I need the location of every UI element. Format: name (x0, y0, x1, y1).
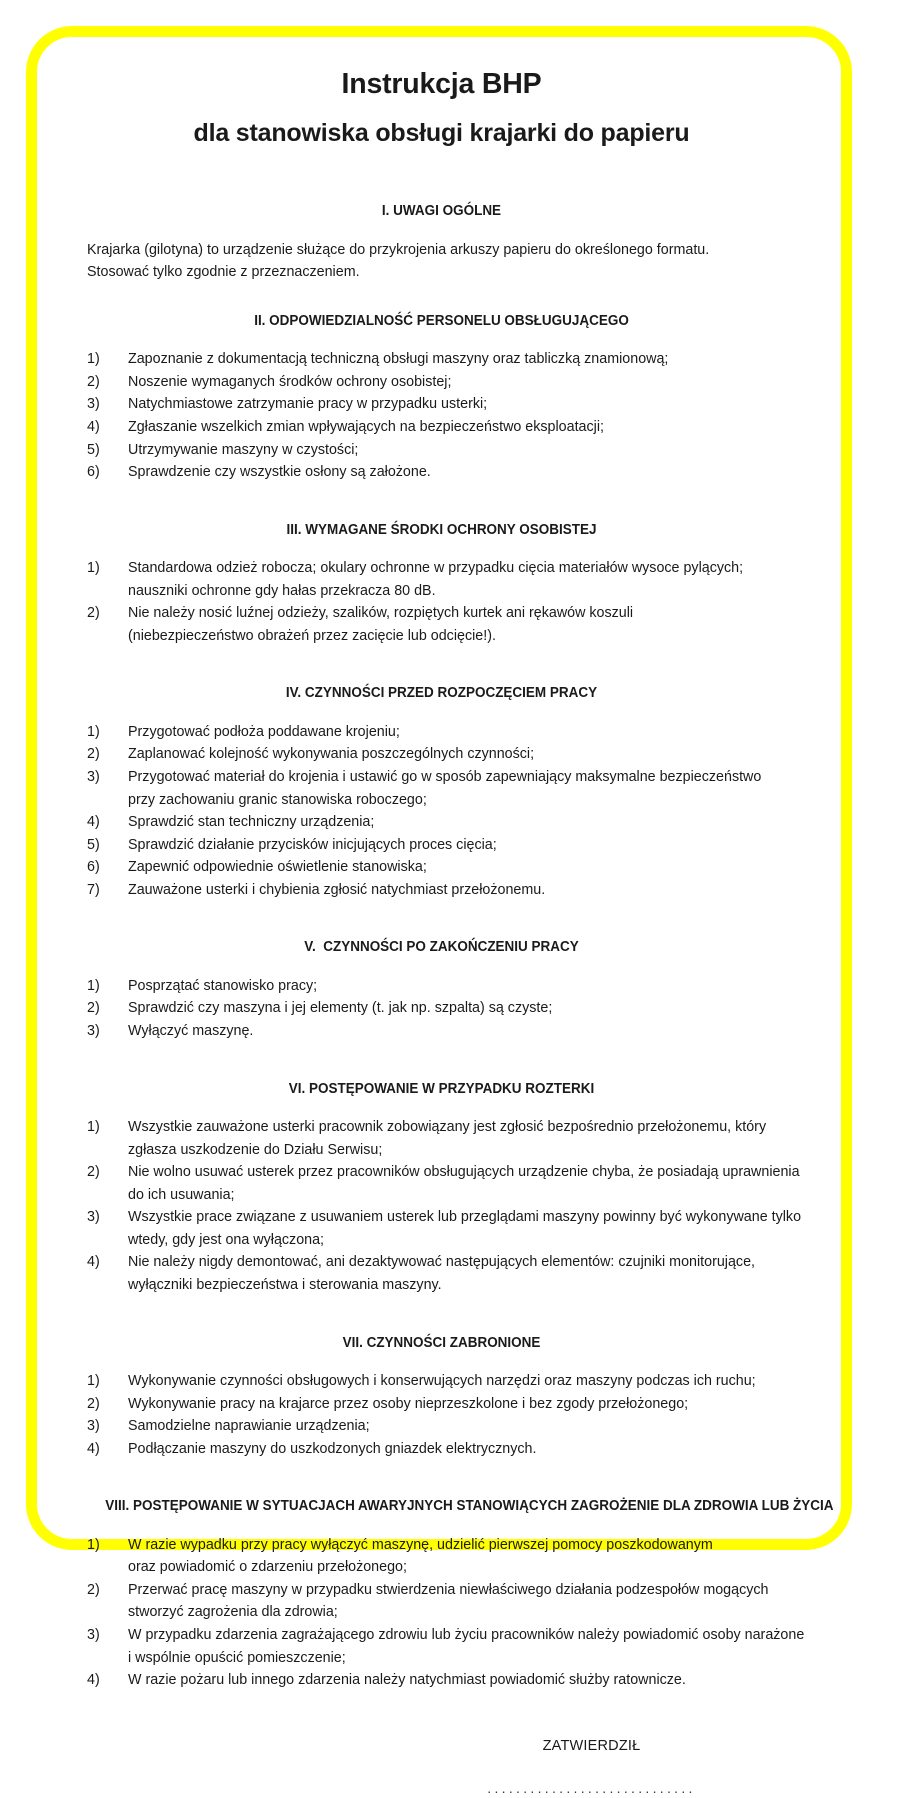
list-item-number: 1) (87, 351, 100, 368)
list-item-number: 5) (87, 441, 100, 458)
list-item-number: 2) (87, 746, 100, 763)
list-item-number: 3) (87, 768, 100, 785)
list-item (87, 766, 803, 811)
section-heading: IV. CZYNNOŚCI PRZED ROZPOCZĘCIEM PRACY (285, 685, 598, 702)
section-heading: VII. CZYNNOŚCI ZABRONIONE (342, 1334, 541, 1351)
list-item (87, 1534, 803, 1579)
list-item (87, 1415, 803, 1438)
list-item-text: stworzyć zagrożenia dla zdrowia; (128, 1604, 338, 1621)
list-item-text: (niebezpieczeństwo obrażeń przez zacięcie lub odcięcie!). (128, 627, 496, 644)
list-item-text: Zapewnić odpowiednie oświetlenie stanowiska; (128, 859, 427, 876)
list-item-number: 2) (87, 1395, 100, 1412)
section-postepowanie-rozterki (80, 1081, 803, 1297)
list-item-number: 2) (87, 1581, 100, 1598)
list-item-number: 2) (87, 1164, 100, 1181)
list-item-number: 4) (87, 814, 100, 831)
list-item (87, 557, 803, 602)
list-item-number: 1) (87, 560, 100, 577)
list-item (87, 348, 803, 371)
signature-line: ............................. (487, 1779, 696, 1796)
list-item-text: Natychmiastowe zatrzymanie pracy w przypadku usterki; (128, 396, 488, 413)
section-item-list (80, 1370, 803, 1460)
list-item-number: 1) (87, 723, 100, 740)
signature-inner (487, 1738, 696, 1796)
list-item-number: 4) (87, 1440, 100, 1457)
list-item-number: 4) (87, 1254, 100, 1271)
list-item-text: W przypadku zdarzenia zagrażającego zdrowiu lub życiu pracowników należy powiadomić osoby narażone (128, 1626, 805, 1643)
page-title: Instrukcja BHP (341, 68, 542, 100)
list-item-text: Podłączanie maszyny do uszkodzonych gniazdek elektrycznych. (128, 1440, 537, 1457)
list-item-text: Utrzymywanie maszyny w czystości; (128, 441, 359, 458)
list-item (87, 439, 803, 462)
section-heading: I. UWAGI OGÓLNE (381, 203, 502, 220)
list-item (87, 1669, 803, 1692)
list-item (87, 1020, 803, 1043)
list-item-text: Nie należy nosić luźnej odzieży, szalików, rozpiętych kurtek ani rękawów koszuli (128, 605, 634, 622)
list-item-text: oraz powiadomić o zdarzeniu przełożonego; (128, 1559, 407, 1576)
section-heading: III. WYMAGANE ŚRODKI OCHRONY OSOBISTEJ (286, 521, 597, 538)
list-item-number: 3) (87, 1209, 100, 1226)
section-item-list (80, 975, 803, 1043)
list-item-text: do ich usuwania; (128, 1186, 235, 1203)
list-item-text: Standardowa odzież robocza; okulary ochronne w przypadku cięcia materiałów wysoce pylących; (128, 560, 744, 577)
list-item-number: 5) (87, 836, 100, 853)
list-item-text: Zauważone usterki i chybienia zgłosić natychmiast przełożonemu. (128, 881, 546, 898)
list-item-text: Samodzielne naprawianie urządzenia; (128, 1418, 370, 1435)
section-heading: II. ODPOWIEDZIALNOŚĆ PERSONELU OBSŁUGUJĄCEGO (254, 312, 629, 329)
section-wymagane-srodki-ochrony (80, 522, 803, 648)
list-item-text: Zgłaszanie wszelkich zmian wpływających na bezpieczeństwo eksploatacji; (128, 418, 604, 435)
list-item (87, 1579, 803, 1624)
list-item-number: 6) (87, 859, 100, 876)
list-item-number: 3) (87, 1626, 100, 1643)
list-item-number: 3) (87, 1022, 100, 1039)
list-item-text: Wszystkie zauważone usterki pracownik zobowiązany jest zgłosić bezpośrednio przełożonemu, który (128, 1118, 767, 1135)
list-item-text: zgłasza uszkodzenie do Działu Serwisu; (128, 1141, 383, 1158)
list-item (87, 416, 803, 439)
section-czynnosci-po-zakonczeniu (80, 939, 803, 1042)
list-item (87, 879, 803, 902)
list-item-number: 1) (87, 977, 100, 994)
section-item-list (80, 348, 803, 483)
list-item-number: 2) (87, 373, 100, 390)
list-item (87, 1438, 803, 1461)
list-item-text: Nie wolno usuwać usterek przez pracowników obsługujących urządzenie chyba, że posiadają uprawnienia (128, 1164, 800, 1181)
section-heading: V. CZYNNOŚCI PO ZAKOŃCZENIU PRACY (304, 939, 579, 956)
list-item-text: wyłączniki bezpieczeństwa i sterowania maszyny. (128, 1276, 442, 1293)
list-item (87, 1206, 803, 1251)
list-item-number: 1) (87, 1536, 100, 1553)
section-heading: VIII. POSTĘPOWANIE W SYTUACJACH AWARYJNYCH STANOWIĄCYCH ZAGROŻENIE DLA ZDROWIA LUB ŻYCIA (105, 1498, 834, 1515)
list-item-text: wtedy, gdy jest ona wyłączona; (128, 1231, 325, 1248)
list-item-text: Sprawdzić stan techniczny urządzenia; (128, 814, 375, 831)
list-item (87, 1251, 803, 1296)
list-item-number: 3) (87, 1418, 100, 1435)
list-item (87, 1393, 803, 1416)
list-item-text: nauszniki ochronne gdy hałas przekracza 80 dB. (128, 582, 436, 599)
list-item-text: Posprzątać stanowisko pracy; (128, 977, 318, 994)
list-item (87, 461, 803, 484)
list-item-number: 4) (87, 418, 100, 435)
list-item-text: Zapoznanie z dokumentacją techniczną obsługi maszyny oraz tabliczką znamionową; (128, 351, 669, 368)
section-item-list (80, 721, 803, 902)
paragraph-line: Krajarka (gilotyna) to urządzenie służące do przykrojenia arkuszy papieru do określonego formatu. (87, 241, 710, 258)
section-intro-paragraph (80, 239, 803, 283)
list-item-text: Przygotować podłoża poddawane krojeniu; (128, 723, 400, 740)
list-item (87, 743, 803, 766)
section-heading: VI. POSTĘPOWANIE W PRZYPADKU ROZTERKI (288, 1080, 595, 1097)
paragraph-line: Stosować tylko zgodnie z przeznaczeniem. (87, 263, 360, 280)
list-item (87, 1370, 803, 1393)
section-postepowanie-awaryjne (80, 1498, 834, 1691)
list-item (87, 602, 803, 647)
section-czynnosci-przed-rozpoczeciem (80, 685, 803, 901)
list-item (87, 1116, 803, 1161)
list-item (87, 1624, 803, 1669)
list-item (87, 393, 803, 416)
list-item-number: 1) (87, 1118, 100, 1135)
list-item-number: 6) (87, 464, 100, 481)
list-item-text: przy zachowaniu granic stanowiska roboczego; (128, 791, 427, 808)
signature-label: ZATWIERDZIŁ (542, 1737, 641, 1754)
list-item-text: Przerwać pracę maszyny w przypadku stwierdzenia niewłaściwego działania podzespołów mogących (128, 1581, 769, 1598)
list-item-number: 2) (87, 605, 100, 622)
list-item (87, 834, 803, 857)
section-item-list (80, 1116, 803, 1297)
list-item-text: Sprawdzenie czy wszystkie osłony są założone. (128, 464, 431, 481)
list-item-text: Wykonywanie pracy na krajarce przez osoby nieprzeszkolone i bez zgody przełożonego; (128, 1395, 689, 1412)
list-item-text: W razie pożaru lub innego zdarzenia należy natychmiast powiadomić służby ratownicze. (128, 1672, 686, 1689)
list-item-text: Sprawdzić czy maszyna i jej elementy (t. jak np. szpalta) są czyste; (128, 1000, 553, 1017)
list-item-text: Sprawdzić działanie przycisków inicjujących proces cięcia; (128, 836, 497, 853)
document-body (37, 37, 841, 1796)
list-item-text: Nie należy nigdy demontować, ani dezaktywować następujących elementów: czujniki monitorujące, (128, 1254, 756, 1271)
page-subtitle: dla stanowiska obsługi krajarki do papieru (193, 118, 690, 147)
list-item-number: 3) (87, 396, 100, 413)
section-item-list (80, 1534, 803, 1692)
list-item (87, 997, 803, 1020)
list-item (87, 856, 803, 879)
list-item-text: i wspólnie opuścić pomieszczenie; (128, 1649, 346, 1666)
section-uwagi-ogolne (80, 203, 803, 283)
section-item-list (80, 557, 803, 647)
list-item (87, 1161, 803, 1206)
list-item-number: 4) (87, 1672, 100, 1689)
list-item (87, 975, 803, 998)
list-item-text: Wszystkie prace związane z usuwaniem usterek lub przeglądami maszyny powinny być wykonywane tylko (128, 1209, 802, 1226)
list-item-text: Wyłączyć maszynę. (128, 1022, 254, 1039)
signature-block (80, 1738, 803, 1798)
list-item-text: Przygotować materiał do krojenia i ustawić go w sposób zapewniający maksymalne bezpieczeństwo (128, 768, 762, 785)
section-czynnosci-zabronione (80, 1335, 803, 1461)
list-item-text: W razie wypadku przy pracy wyłączyć maszynę, udzielić pierwszej pomocy poszkodowanym (128, 1536, 713, 1553)
list-item-text: Wykonywanie czynności obsługowych i konserwujących narzędzi oraz maszyny podczas ich ruchu; (128, 1372, 756, 1389)
list-item-text: Zaplanować kolejność wykonywania poszczególnych czynności; (128, 746, 535, 763)
section-odpowiedzialnosc-personelu (80, 313, 803, 484)
list-item-number: 2) (87, 1000, 100, 1017)
list-item (87, 721, 803, 744)
list-item (87, 371, 803, 394)
list-item (87, 811, 803, 834)
list-item-text: Noszenie wymaganych środków ochrony osobistej; (128, 373, 452, 390)
list-item-number: 7) (87, 881, 100, 898)
list-item-number: 1) (87, 1372, 100, 1389)
document-frame (26, 26, 852, 1796)
